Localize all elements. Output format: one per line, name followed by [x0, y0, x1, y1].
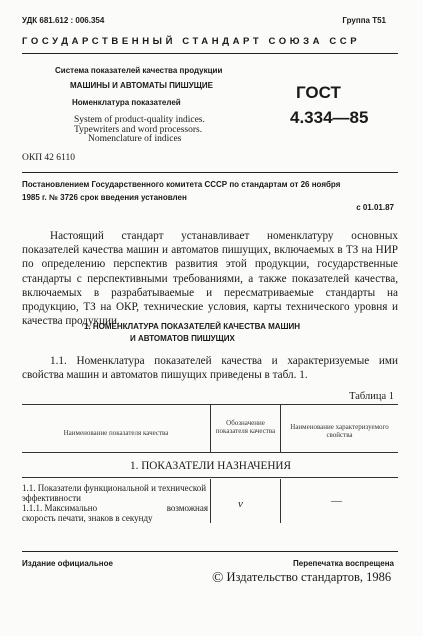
publisher-name: Издательство стандартов, 1986 [226, 570, 392, 584]
bottom-rule [22, 551, 398, 552]
product-title: МАШИНЫ И АВТОМАТЫ ПИШУЩИЕ [70, 81, 213, 90]
decree-line: Постановлением Государственного комитета СССР по стандартам от 26 ноября [22, 180, 341, 189]
system-title: Система показателей качества продукции [55, 66, 223, 75]
udk-code: УДК 681.612 : 006.354 [22, 16, 105, 25]
table-header-property: Наименование характеризуемого свойства [290, 423, 389, 439]
section-heading: 1. НОМЕНКЛАТУРА ПОКАЗАТЕЛЕЙ КАЧЕСТВА МАШИН [84, 322, 301, 331]
table-cell-name: 1.1. Показатели функциональной и технической эффективности [22, 483, 207, 503]
table-header-designation: Обозначение показателя качества [215, 419, 276, 435]
state-standard-heading: ГОСУДАРСТВЕННЫЙ СТАНДАРТ СОЮЗА ССР [22, 36, 361, 47]
table-header-name: Наименование показателя качества [63, 429, 169, 437]
group-code: Группа Т51 [342, 16, 386, 25]
effective-date: с 01.01.87 [356, 203, 394, 212]
table-header-rule [22, 452, 398, 453]
table-cell-name: возможная [166, 503, 208, 513]
gost-label: ГОСТ [296, 83, 341, 102]
official-edition-note: Издание официальное [22, 559, 113, 568]
gost-number: 4.334—85 [290, 108, 369, 127]
table-section-rule [22, 477, 398, 478]
table-label: Таблица 1 [349, 391, 394, 402]
reprint-notice: Перепечатка воспрещена [293, 559, 394, 568]
table-section-title: 1. ПОКАЗАТЕЛИ НАЗНАЧЕНИЯ [130, 460, 291, 472]
top-rule [22, 53, 398, 54]
table-cell-name: 1.1.1. Максимально [22, 503, 98, 513]
table-column-divider [210, 479, 211, 523]
okp-code: ОКП 42 6110 [22, 153, 75, 163]
section-heading: И АВТОМАТОВ ПИШУЩИХ [130, 334, 235, 343]
table-row [22, 483, 208, 503]
intro-paragraph: Настоящий стандарт устанавливает номенклатуру основных показателей качества машин и автоматов пишущих, включаемых в ТЗ на НИР по определению перспектив развития этой продукции, государственные стандарты с перспективными требованиями, а также показателей качества, включаемых в разрабатываемые и пересматриваемые стандарты на продукцию, ТЗ на ОКР, технические условия, карты технического уровня и качества продукции. [22, 230, 398, 328]
table-row [22, 503, 208, 523]
table-cell-name: скорость печати, знаков в секунду [22, 513, 153, 523]
clause-1-1: 1.1. Номенклатура показателей качества и характеризуемые ими свойства машин и автоматов пишущих приведены в табл. 1. [22, 355, 398, 382]
table-cell-property: — [331, 495, 342, 507]
nomenclature-title: Номенклатура показателей [72, 98, 181, 107]
decree-line: 1985 г. № 3726 срок введения установлен [22, 193, 187, 202]
table-cell-designation: v [238, 498, 243, 510]
english-title-line: Nomenclature of indices [88, 134, 182, 144]
publisher-copyright [212, 570, 391, 587]
english-title-line: System of product-quality indices. [74, 115, 205, 125]
copyright-icon: © [212, 570, 224, 586]
table-column-divider [280, 479, 281, 523]
english-title-line: Typewriters and word processors. [74, 125, 203, 135]
middle-rule [22, 172, 398, 173]
